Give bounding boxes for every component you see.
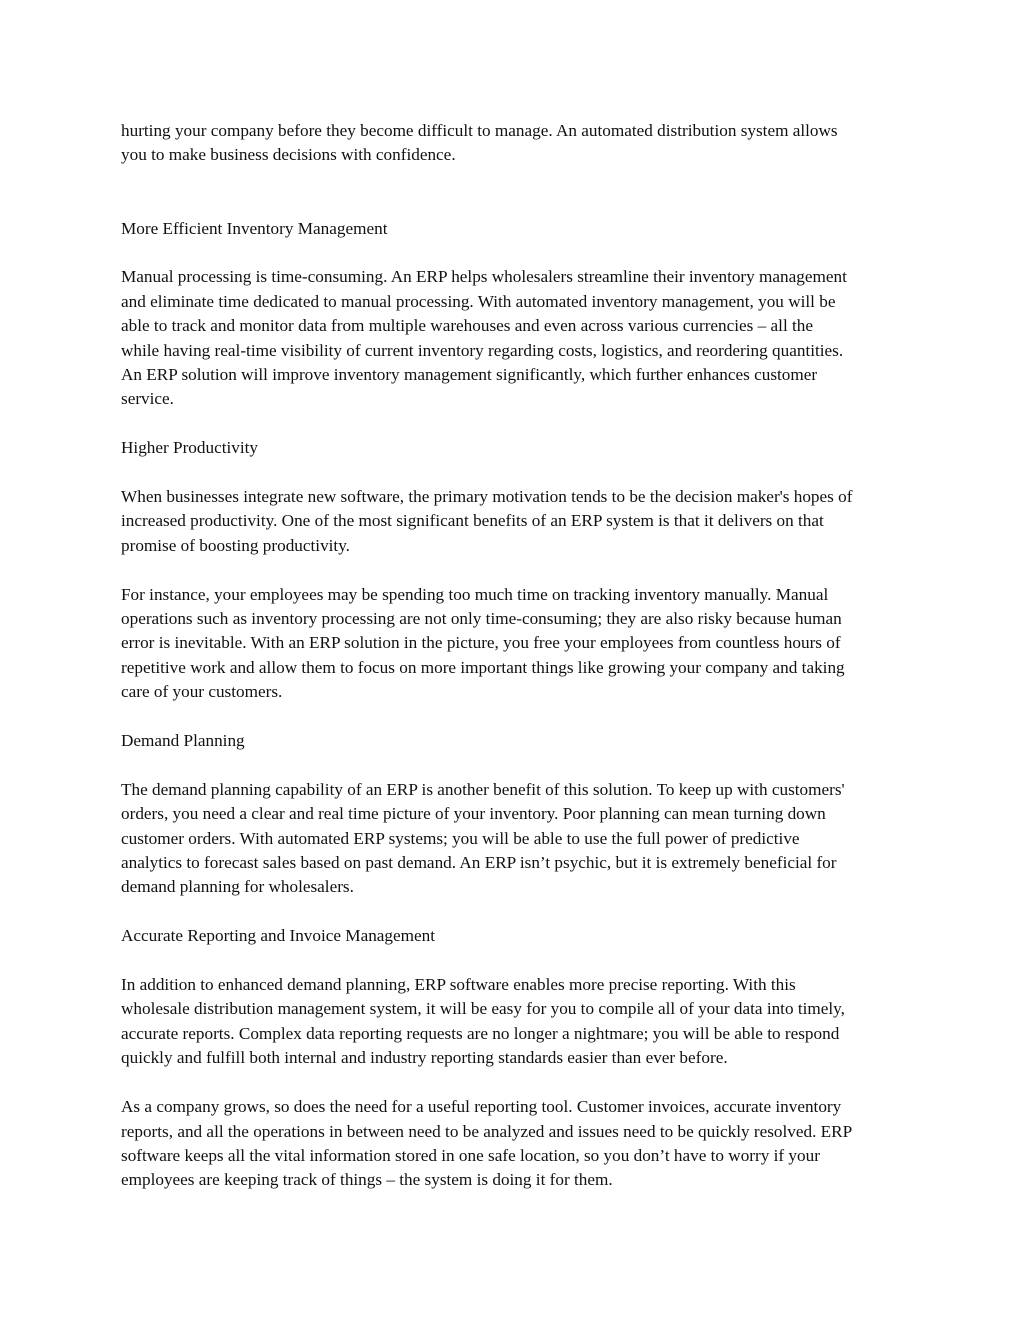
document-body: [121, 119, 911, 1193]
spacer: [121, 753, 911, 777]
spacer: [121, 558, 911, 582]
spacer: [121, 412, 911, 436]
body-paragraph: In addition to enhanced demand planning, ERP software enables more precise reporting. With this wholesale distribution management system, it will be easy for you to compile all of your data into timely, accurate reports. Complex data reporting requests are no longer a nightmare; you will be able to respond quickly and fulfill both internal and industry reporting standards easier than ever before.: [121, 975, 845, 1068]
body-paragraph: For instance, your employees may be spending too much time on tracking inventory manually. Manual operations such as inventory processing are not only time-consuming; they are also risky because human error is inevitable. With an ERP solution in the picture, you free your employees from countless hours of repetitive work and allow them to focus on more important things like growing your company and taking care of your customers.: [121, 584, 845, 702]
spacer: [121, 1071, 911, 1095]
spacer: [121, 705, 911, 729]
section-heading-inventory: More Efficient Inventory Management: [121, 218, 388, 238]
spacer: [121, 949, 911, 973]
section-heading-reporting: Accurate Reporting and Invoice Management: [121, 926, 436, 946]
body-paragraph: As a company grows, so does the need for a useful reporting tool. Customer invoices, accurate inventory reports, and all the operations in between need to be analyzed and issues need to be quickly resolved. ERP software keeps all the vital information stored in one safe location, so you don’t have to worry if your employees are keeping track of things – the system is doing it for them.: [121, 1097, 853, 1190]
spacer: [121, 168, 911, 217]
intro-paragraph: hurting your company before they become difficult to manage. An automated distribution system allows you to make business decisions with confidence.: [121, 121, 838, 165]
spacer: [121, 461, 911, 485]
body-paragraph: When businesses integrate new software, the primary motivation tends to be the decision maker's hopes of increased productivity. One of the most significant benefits of an ERP system is that it delivers on that promise of boosting productivity.: [121, 487, 853, 555]
body-paragraph: The demand planning capability of an ERP is another benefit of this solution. To keep up with customers' orders, you need a clear and real time picture of your inventory. Poor planning can mean turning down customer orders. With automated ERP systems; you will be able to use the full power of predictive analytics to forecast sales based on past demand. An ERP isn’t psychic, but it is extremely beneficial for demand planning for wholesalers.: [121, 779, 845, 897]
section-heading-demand-planning: Demand Planning: [121, 731, 245, 751]
body-paragraph: Manual processing is time-consuming. An ERP helps wholesalers streamline their inventory management and eliminate time dedicated to manual processing. With automated inventory management, you will be able to track and monitor data from multiple warehouses and even across various currencies – all the while having real-time visibility of current inventory regarding costs, logistics, and reordering quantities. An ERP solution will improve inventory management significantly, which further enhances customer service.: [121, 267, 847, 409]
spacer: [121, 241, 911, 265]
spacer: [121, 900, 911, 924]
section-heading-productivity: Higher Productivity: [121, 438, 259, 458]
